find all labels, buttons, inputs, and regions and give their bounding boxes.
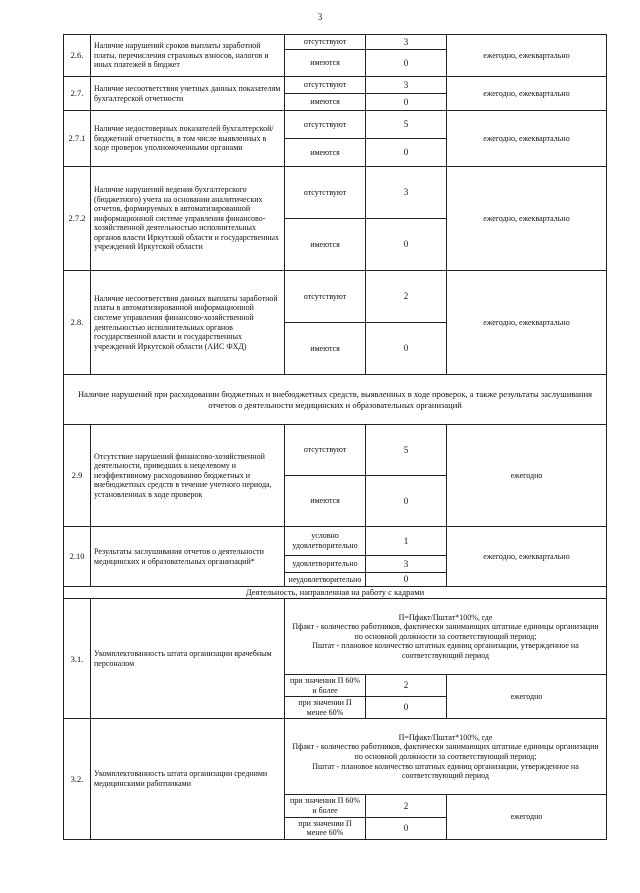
row-number: 3.2. xyxy=(64,719,91,839)
criterion: отсутствуют xyxy=(285,425,366,476)
formula-cell xyxy=(285,599,607,675)
score: 3 xyxy=(366,556,447,573)
table-row xyxy=(64,719,607,795)
score: 3 xyxy=(366,35,447,50)
score: 0 xyxy=(366,139,447,167)
section-heading-budget: Наличие нарушений при расходовании бюджетных и внебюджетных средств, выявленных в ходе проверок, а также результаты заслушивания отчетов о деятельности медицинских и образовательных организаций xyxy=(64,375,607,425)
criterion: при значении П менее 60% xyxy=(285,697,366,719)
indicator-text: Наличие несоответствия данных выплаты заработной платы в автоматизированной информационной системе управления финансово-хозяйственной деятельностью исполнительных органов государственной власти и государственных учреждений Иркутской области (АИС ФХД) xyxy=(91,271,285,375)
criterion: при значении П 60% и более xyxy=(285,795,366,817)
indicator-text: Укомплектованность штата организации врачебным персоналом xyxy=(91,599,285,719)
frequency: ежегодно xyxy=(447,795,607,839)
score: 0 xyxy=(366,50,447,77)
criterion: условно удовлетворительно xyxy=(285,527,366,556)
row-number: 2.7. xyxy=(64,77,91,111)
indicator-text: Наличие нарушений ведения бухгалтерского (бюджетного) учета на основании аналитических отчетов, формируемых в автоматизированной информационной системе управления финансово-хозяйственной деятельностью исполнительных органов власти Иркутской области и государственных учреждений Иркутской области xyxy=(91,167,285,271)
score: 0 xyxy=(366,323,447,375)
row-number: 3.1. xyxy=(64,599,91,719)
score: 5 xyxy=(366,111,447,139)
table-row xyxy=(64,35,607,50)
row-number: 2.6. xyxy=(64,35,91,77)
indicator-text: Наличие нарушений сроков выплаты заработной платы, перечисления страховых взносов, налогов и иных платежей в бюджет xyxy=(91,35,285,77)
score: 2 xyxy=(366,795,447,817)
section-heading-staff: Деятельность, направленная на работу с кадрами xyxy=(64,587,607,599)
criterion: неудовлетворительно xyxy=(285,573,366,587)
indicator-text: Наличие несоответствия учетных данных показателям бухгалтерской отчетности xyxy=(91,77,285,111)
criterion: отсутствуют xyxy=(285,167,366,219)
indicator-text: Отсутствие нарушений финансово-хозяйственной деятельности, приведших к нецелевому и неэффективному расходованию бюджетных и внебюджетных средств в течение учетного периода, установленных в ходе проверок xyxy=(91,425,285,527)
score: 0 xyxy=(366,573,447,587)
formula-cell xyxy=(285,719,607,795)
frequency: ежегодно, ежеквартально xyxy=(447,167,607,271)
table-row xyxy=(64,111,607,139)
criterion: отсутствуют xyxy=(285,271,366,323)
score: 0 xyxy=(366,476,447,527)
frequency: ежегодно, ежеквартально xyxy=(447,527,607,587)
criterion: отсутствуют xyxy=(285,77,366,94)
table-row xyxy=(64,599,607,675)
row-number: 2.9 xyxy=(64,425,91,527)
criterion: имеются xyxy=(285,323,366,375)
criterion: удовлетворительно xyxy=(285,556,366,573)
formula-line: Пштат - плановое количество штатных единиц организации, утвержденное на соответствующий период xyxy=(312,641,579,660)
criteria-table xyxy=(63,34,607,840)
indicator-text: Наличие недостоверных показателей бухгалтерской/бюджетной отчетности, в том числе выявленных в ходе проверок уполномоченными органами xyxy=(91,111,285,167)
table-row xyxy=(64,527,607,556)
formula-line: Пфакт - количество работников, фактически занимающих штатные единицы организации по основной должности за соответствующий период; xyxy=(292,742,599,762)
page-number: 3 xyxy=(317,12,323,22)
criterion: имеются xyxy=(285,476,366,527)
criterion: имеются xyxy=(285,94,366,111)
formula-line: П=Пфакт/Пштат*100%, где xyxy=(398,612,493,622)
table-row xyxy=(64,425,607,476)
score: 2 xyxy=(366,271,447,323)
criterion: при значении П 60% и более xyxy=(285,675,366,697)
formula-line: П=Пфакт/Пштат*100%, где xyxy=(398,732,493,742)
frequency: ежегодно, ежеквартально xyxy=(447,271,607,375)
criterion: отсутствуют xyxy=(285,111,366,139)
frequency: ежегодно xyxy=(447,425,607,527)
criterion: имеются xyxy=(285,219,366,271)
row-number: 2.7.1 xyxy=(64,111,91,167)
formula-line: Пштат - плановое количество штатных единиц организации, утвержденное на соответствующий период xyxy=(312,761,579,781)
frequency: ежегодно, ежеквартально xyxy=(447,35,607,77)
criterion: имеются xyxy=(285,50,366,77)
criterion: отсутствуют xyxy=(285,35,366,50)
indicator-text: Укомплектованность штата организации средними медицинскими работниками xyxy=(91,719,285,839)
formula-line: Пфакт - количество работников, фактически занимающих штатные единицы организации по основной должности за соответствующий период; xyxy=(292,622,599,641)
row-number: 2.7.2 xyxy=(64,167,91,271)
score: 0 xyxy=(366,697,447,719)
table-row xyxy=(64,77,607,94)
row-number: 2.8. xyxy=(64,271,91,375)
row-number: 2.10 xyxy=(64,527,91,587)
score: 0 xyxy=(366,219,447,271)
score: 3 xyxy=(366,77,447,94)
score: 1 xyxy=(366,527,447,556)
table-row xyxy=(64,167,607,219)
section-row xyxy=(64,375,607,425)
frequency: ежегодно, ежеквартально xyxy=(447,111,607,167)
section-row xyxy=(64,587,607,599)
frequency: ежегодно, ежеквартально xyxy=(447,77,607,111)
score: 0 xyxy=(366,94,447,111)
indicator-text: Результаты заслушивания отчетов о деятельности медицинских и образовательных организаций* xyxy=(91,527,285,587)
score: 2 xyxy=(366,675,447,697)
score: 5 xyxy=(366,425,447,476)
score: 0 xyxy=(366,817,447,839)
criterion: при значении П менее 60% xyxy=(285,817,366,839)
score: 3 xyxy=(366,167,447,219)
frequency: ежегодно xyxy=(447,675,607,719)
criterion: имеются xyxy=(285,139,366,167)
table-row xyxy=(64,271,607,323)
